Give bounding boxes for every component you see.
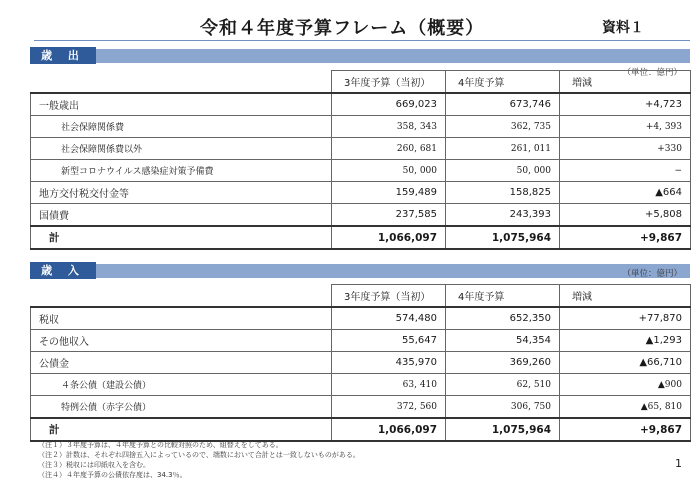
row-value-diff: +4,723 — [560, 93, 691, 116]
row-value-diff: ▲664 — [560, 182, 691, 204]
row-label: 一般歳出 — [31, 93, 332, 116]
header-blank — [31, 285, 332, 308]
row-value-fy3: 669,023 — [332, 93, 446, 116]
total-row — [31, 226, 691, 249]
row-value-fy3: 50, 000 — [332, 160, 446, 182]
row-value-fy4: 652,350 — [446, 307, 560, 330]
row-value-diff: ▲65, 810 — [560, 396, 691, 419]
page-number: 1 — [675, 457, 682, 470]
row-value-diff: +330 — [560, 138, 691, 160]
row-value-fy4: 362, 735 — [446, 116, 560, 138]
table-row — [31, 204, 691, 227]
footnote: （注３）税収には印紙収入を含む。 — [38, 461, 150, 469]
row-value-diff: − — [560, 160, 691, 182]
table-row — [31, 138, 691, 160]
title-rule — [34, 40, 690, 41]
row-value-fy3: 574,480 — [332, 307, 446, 330]
row-value-fy3: 159,489 — [332, 182, 446, 204]
header-fy3: 3年度予算（当初） — [332, 285, 446, 308]
row-value-diff: ▲900 — [560, 374, 691, 396]
total-label: 計 — [31, 418, 332, 441]
row-value-diff: ▲66,710 — [560, 352, 691, 374]
expenditure-section-tag: 歳 出 — [30, 47, 96, 64]
revenue-unit-label: （単位：億円） — [622, 269, 682, 279]
row-label: その他収入 — [31, 330, 332, 352]
total-value-diff: +9,867 — [560, 418, 691, 441]
row-value-fy3: 55,647 — [332, 330, 446, 352]
row-label: 社会保障関係費以外 — [31, 138, 332, 160]
row-value-fy4: 369,260 — [446, 352, 560, 374]
row-label: 税収 — [31, 307, 332, 330]
revenue-section-bar — [30, 264, 690, 278]
row-value-fy3: 260, 681 — [332, 138, 446, 160]
row-label: ４条公債（建設公債） — [31, 374, 332, 396]
row-value-diff: ▲1,293 — [560, 330, 691, 352]
footnote: （注４）４年度予算の公債依存度は、34.3％。 — [38, 471, 187, 479]
row-label: 地方交付税交付金等 — [31, 182, 332, 204]
table-row — [31, 352, 691, 374]
table-row — [31, 160, 691, 182]
row-value-diff: +77,870 — [560, 307, 691, 330]
row-value-fy3: 435,970 — [332, 352, 446, 374]
table-row — [31, 374, 691, 396]
header-diff: 増減 — [560, 71, 691, 94]
total-label: 計 — [31, 226, 332, 249]
header-fy4: 4年度予算 — [446, 285, 560, 308]
table-row — [31, 396, 691, 419]
row-value-fy4: 261, 011 — [446, 138, 560, 160]
table-row — [31, 330, 691, 352]
row-value-fy3: 237,585 — [332, 204, 446, 227]
row-value-fy4: 54,354 — [446, 330, 560, 352]
table-header-row — [31, 285, 691, 308]
total-value-fy4: 1,075,964 — [446, 418, 560, 441]
row-label: 公債金 — [31, 352, 332, 374]
row-value-fy4: 158,825 — [446, 182, 560, 204]
table-row — [31, 93, 691, 116]
row-value-fy4: 306, 750 — [446, 396, 560, 419]
row-value-diff: +4, 393 — [560, 116, 691, 138]
row-label: 新型コロナウイルス感染症対策予備費 — [31, 160, 332, 182]
header-fy3: 3年度予算（当初） — [332, 71, 446, 94]
row-value-fy4: 673,746 — [446, 93, 560, 116]
row-value-fy3: 358, 343 — [332, 116, 446, 138]
expenditure-unit-label: （単位：億円） — [622, 68, 682, 78]
table-row — [31, 307, 691, 330]
page-title: 令和４年度予算フレーム（概要） — [200, 18, 485, 39]
header-fy4: 4年度予算 — [446, 71, 560, 94]
row-value-diff: +5,808 — [560, 204, 691, 227]
row-label: 国債費 — [31, 204, 332, 227]
revenue-table — [30, 284, 691, 442]
table-header-row — [31, 71, 691, 94]
expenditure-section-bar — [30, 49, 690, 63]
document-label: 資料１ — [602, 20, 644, 36]
total-value-fy4: 1,075,964 — [446, 226, 560, 249]
header-diff: 増減 — [560, 285, 691, 308]
footnotes — [38, 440, 360, 480]
table-row — [31, 182, 691, 204]
row-label: 特例公債（赤字公債） — [31, 396, 332, 419]
total-value-fy3: 1,066,097 — [332, 418, 446, 441]
row-value-fy4: 243,393 — [446, 204, 560, 227]
row-value-fy4: 62, 510 — [446, 374, 560, 396]
revenue-section-tag: 歳 入 — [30, 262, 96, 279]
row-value-fy3: 372, 560 — [332, 396, 446, 419]
footnote: （注２）計数は、それぞれ四捨五入によっているので、端数において合計とは一致しないものがある。 — [38, 451, 360, 459]
table-row — [31, 116, 691, 138]
header-blank — [31, 71, 332, 94]
total-value-diff: +9,867 — [560, 226, 691, 249]
total-value-fy3: 1,066,097 — [332, 226, 446, 249]
expenditure-table — [30, 70, 691, 250]
row-value-fy4: 50, 000 — [446, 160, 560, 182]
total-row — [31, 418, 691, 441]
row-label: 社会保障関係費 — [31, 116, 332, 138]
footnote: （注１）３年度予算は、４年度予算との比較対照のため、組替えをしてある。 — [38, 441, 283, 449]
row-value-fy3: 63, 410 — [332, 374, 446, 396]
